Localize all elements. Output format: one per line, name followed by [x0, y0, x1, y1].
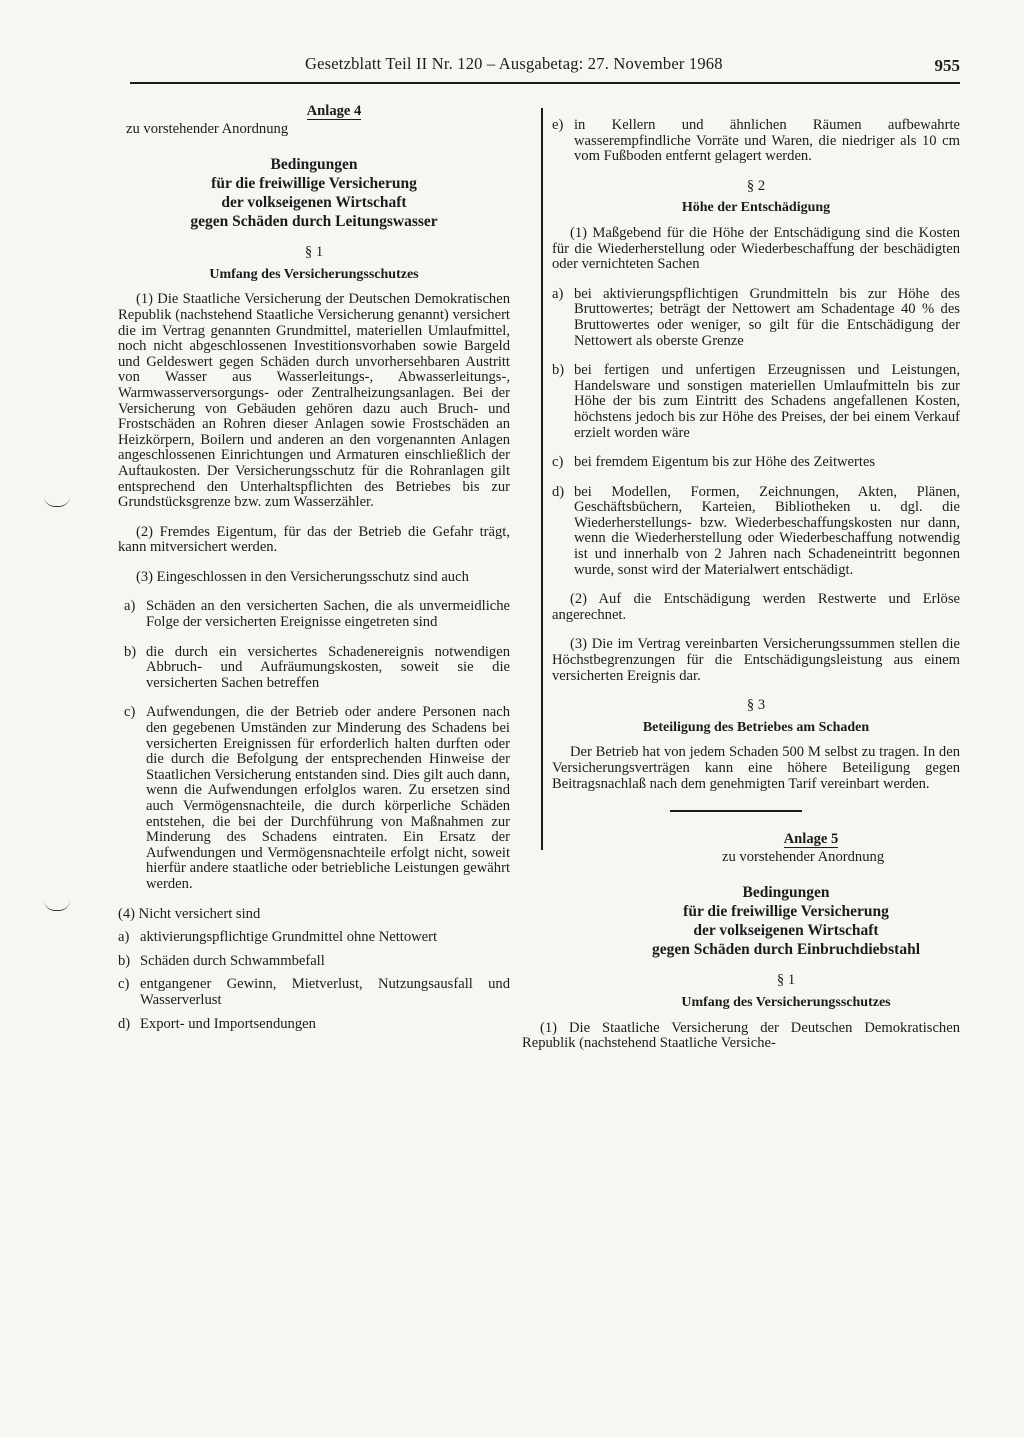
section-sign: § 2 [746, 177, 766, 194]
section-sign: § 1 [776, 972, 796, 989]
list-item: a) bei aktivierungspflichtigen Grundmitteln bis zur Höhe des Bruttowertes; beträgt der Nettowert am Schadentage 40 % des Bruttowertes oder weniger, so gilt für die Entschädigung der Nettowert als oberste Grenze [552, 285, 960, 349]
paragraph: (2) Fremdes Eigentum, für das der Betrieb die Gefahr trägt, kann mitversichert werden. [118, 523, 510, 556]
list-item: d) Export- und Importsendungen [118, 1015, 316, 1032]
list [118, 930, 510, 1032]
paragraph: (3) Eingeschlossen in den Versicherungsschutz sind auch [136, 568, 469, 585]
anlage-4-label: Anlage 4 [306, 103, 362, 119]
paragraph: (1) Maßgebend für die Höhe der Entschädigung sind die Kosten für die Wiederherstellung oder Wiederbeschaffung der beschädigten oder vernichteten Sachen [552, 224, 960, 273]
list-item: a) aktivierungspflichtige Grundmittel ohne Nettowert [118, 929, 438, 946]
list-item: b) die durch ein versichertes Schadenereignis notwendigen Abbruch- und Aufräumungskosten, soweit sie die versicherten Sachen betreffen [124, 643, 510, 691]
document-headline: Bedingungen für die freiwillige Versicherung der volkseigenen Wirtschaft gegen Schäden durch Leitungswasser [190, 156, 438, 231]
paragraph: (1) Die Staatliche Versicherung der Deutschen Demokratischen Republik (nachstehend Staatliche Versicherung genannt) versichert die im Vertrag genannten Grundmittel, materiellen Umlaufmittel, noch nicht abgeschlossenen Investitionsvorhaben sowie Bargeld und Geldeswert gegen Schäden durch unvorhersehbaren Austritt von Wasser aus Wasserleitungs-, Abwasserleitungs-, Warmwasserversorgungs- oder Zentralheizungsanlagen. Bei der Versicherung von Gebäuden gehören dazu auch Bruch- und Frostschäden an Rohren dieser Anlagen sowie Frostschäden an Heizkörpern, Boilern und anderen an den vorgenannten Anlagen angeschlossenen Einrichtungen und Armaturen einschließlich der Auftaukosten. Der Versicherungsschutz für die Rohranlagen gilt entsprechend den Unterhaltspflichten des Betriebes bis zur Grundstücksgrenze bzw. zum Wasserzähler. [118, 291, 510, 511]
column-divider [541, 108, 543, 850]
section-sign: § 3 [746, 697, 766, 714]
anlage-5-subtitle: zu vorstehender Anordnung [722, 848, 885, 865]
anlage-5-label: Anlage 5 [783, 831, 839, 848]
list [552, 287, 960, 579]
document-headline: Bedingungen für die freiwillige Versicherung der volkseigenen Wirtschaft gegen Schäden durch Einbruchdiebstahl [651, 884, 921, 959]
section-title: Höhe der Entschädigung [681, 200, 831, 216]
margin-mark [44, 900, 70, 911]
list-item: c) Aufwendungen, die der Betrieb oder andere Personen nach den gegebenen Umständen zur Minderung des Schadens bei versicherten Ereignissen für erforderlich halten durften oder die durch die Befolgung der entsprechenden Hinweise der Staatlichen Versicherung entstanden sind. Dies gilt auch dann, wenn die Aufwendungen erfolglos waren. Zu ersetzen sind auch Vermögensnachteile, die durch körperliche Schäden entstehen, die bei der Durchführung von Maßnahmen zur Minderung des Schadens eintraten. Ein Ersatz der Aufwendungen und Vermögensnachteile erfolgt nicht, soweit hierfür andere staatliche oder betriebliche Leistungen gewährt werden. [124, 704, 510, 892]
paragraph: (1) Die Staatliche Versicherung der Deutschen Demokratischen Republik (nachstehend Staatliche Versiche- [522, 1019, 960, 1052]
gazette-title: Gesetzblatt Teil II Nr. 120 – Ausgabetag: 27. November 1968 [305, 54, 723, 73]
paragraph: (3) Die im Vertrag vereinbarten Versicherungssummen stellen die Höchstbegrenzungen für die Entschädigungsleistung aus einem versicherten Ereignis dar. [552, 636, 960, 684]
paragraph: (4) Nicht versichert sind [118, 905, 261, 922]
page-number: 955 [934, 56, 960, 75]
list-item: b) bei fertigen und unfertigen Erzeugnissen und Leistungen, Handelsware und sonstigen materiellen Umlaufmitteln bis zur Höhe der bis zum Eintritt des Schadens angefallenen Kosten, höchstens jedoch bis zur Höhe des Preises, der bei einem Verkauf erzielt worden wäre [552, 362, 960, 441]
section-sign: § 1 [304, 244, 324, 261]
left-column [118, 104, 510, 1040]
anlage-4-subtitle: zu vorstehender Anordnung [126, 120, 289, 137]
section-title: Umfang des Versicherungsschutzes [209, 266, 419, 282]
page-header [130, 54, 960, 84]
list-item: b) Schäden durch Schwammbefall [118, 952, 325, 969]
section-title: Beteiligung des Betriebes am Schaden [642, 719, 870, 735]
paragraph: Der Betrieb hat von jedem Schaden 500 M selbst zu tragen. In den Versicherungsverträgen kann eine höhere Beteiligung gegen Beitragsnachlaß nach dem genehmigten Tarif vereinbart werden. [552, 744, 960, 792]
paragraph: (2) Auf die Entschädigung werden Restwerte und Erlöse angerechnet. [552, 591, 960, 623]
list-item: a) Schäden an den versicherten Sachen, die als unvermeidliche Folge der versicherten Ereignisse eingetreten sind [124, 598, 510, 631]
list-item: c) bei fremdem Eigentum bis zur Höhe des Zeitwertes [552, 454, 876, 471]
list-item: c) entgangener Gewinn, Mietverlust, Nutzungsausfall und Wasserverlust [118, 976, 510, 1008]
section-title: Umfang des Versicherungsschutzes [681, 994, 891, 1010]
right-column [522, 117, 960, 1066]
list-item: e) in Kellern und ähnlichen Räumen aufbewahrte wasserempfindliche Vorräte und Waren, die niedriger als 10 cm vom Fußboden entfernt gelagert werden. [552, 117, 960, 165]
separator-rule [670, 810, 802, 812]
list [118, 599, 510, 892]
margin-mark [44, 496, 70, 507]
list-item: d) bei Modellen, Formen, Zeichnungen, Akten, Plänen, Geschäftsbüchern, Karteien, Bibliotheken u. dgl. die Wiederherstellungs- bzw. Wiederbeschaffungskosten nur dann, wenn die Wiederherstellung oder Wiederbeschaffung notwendig ist und innerhalb von 2 Jahren nach Schadeneintritt begonnen wurde, sonst wird der Materialwert entschädigt. [552, 483, 960, 578]
